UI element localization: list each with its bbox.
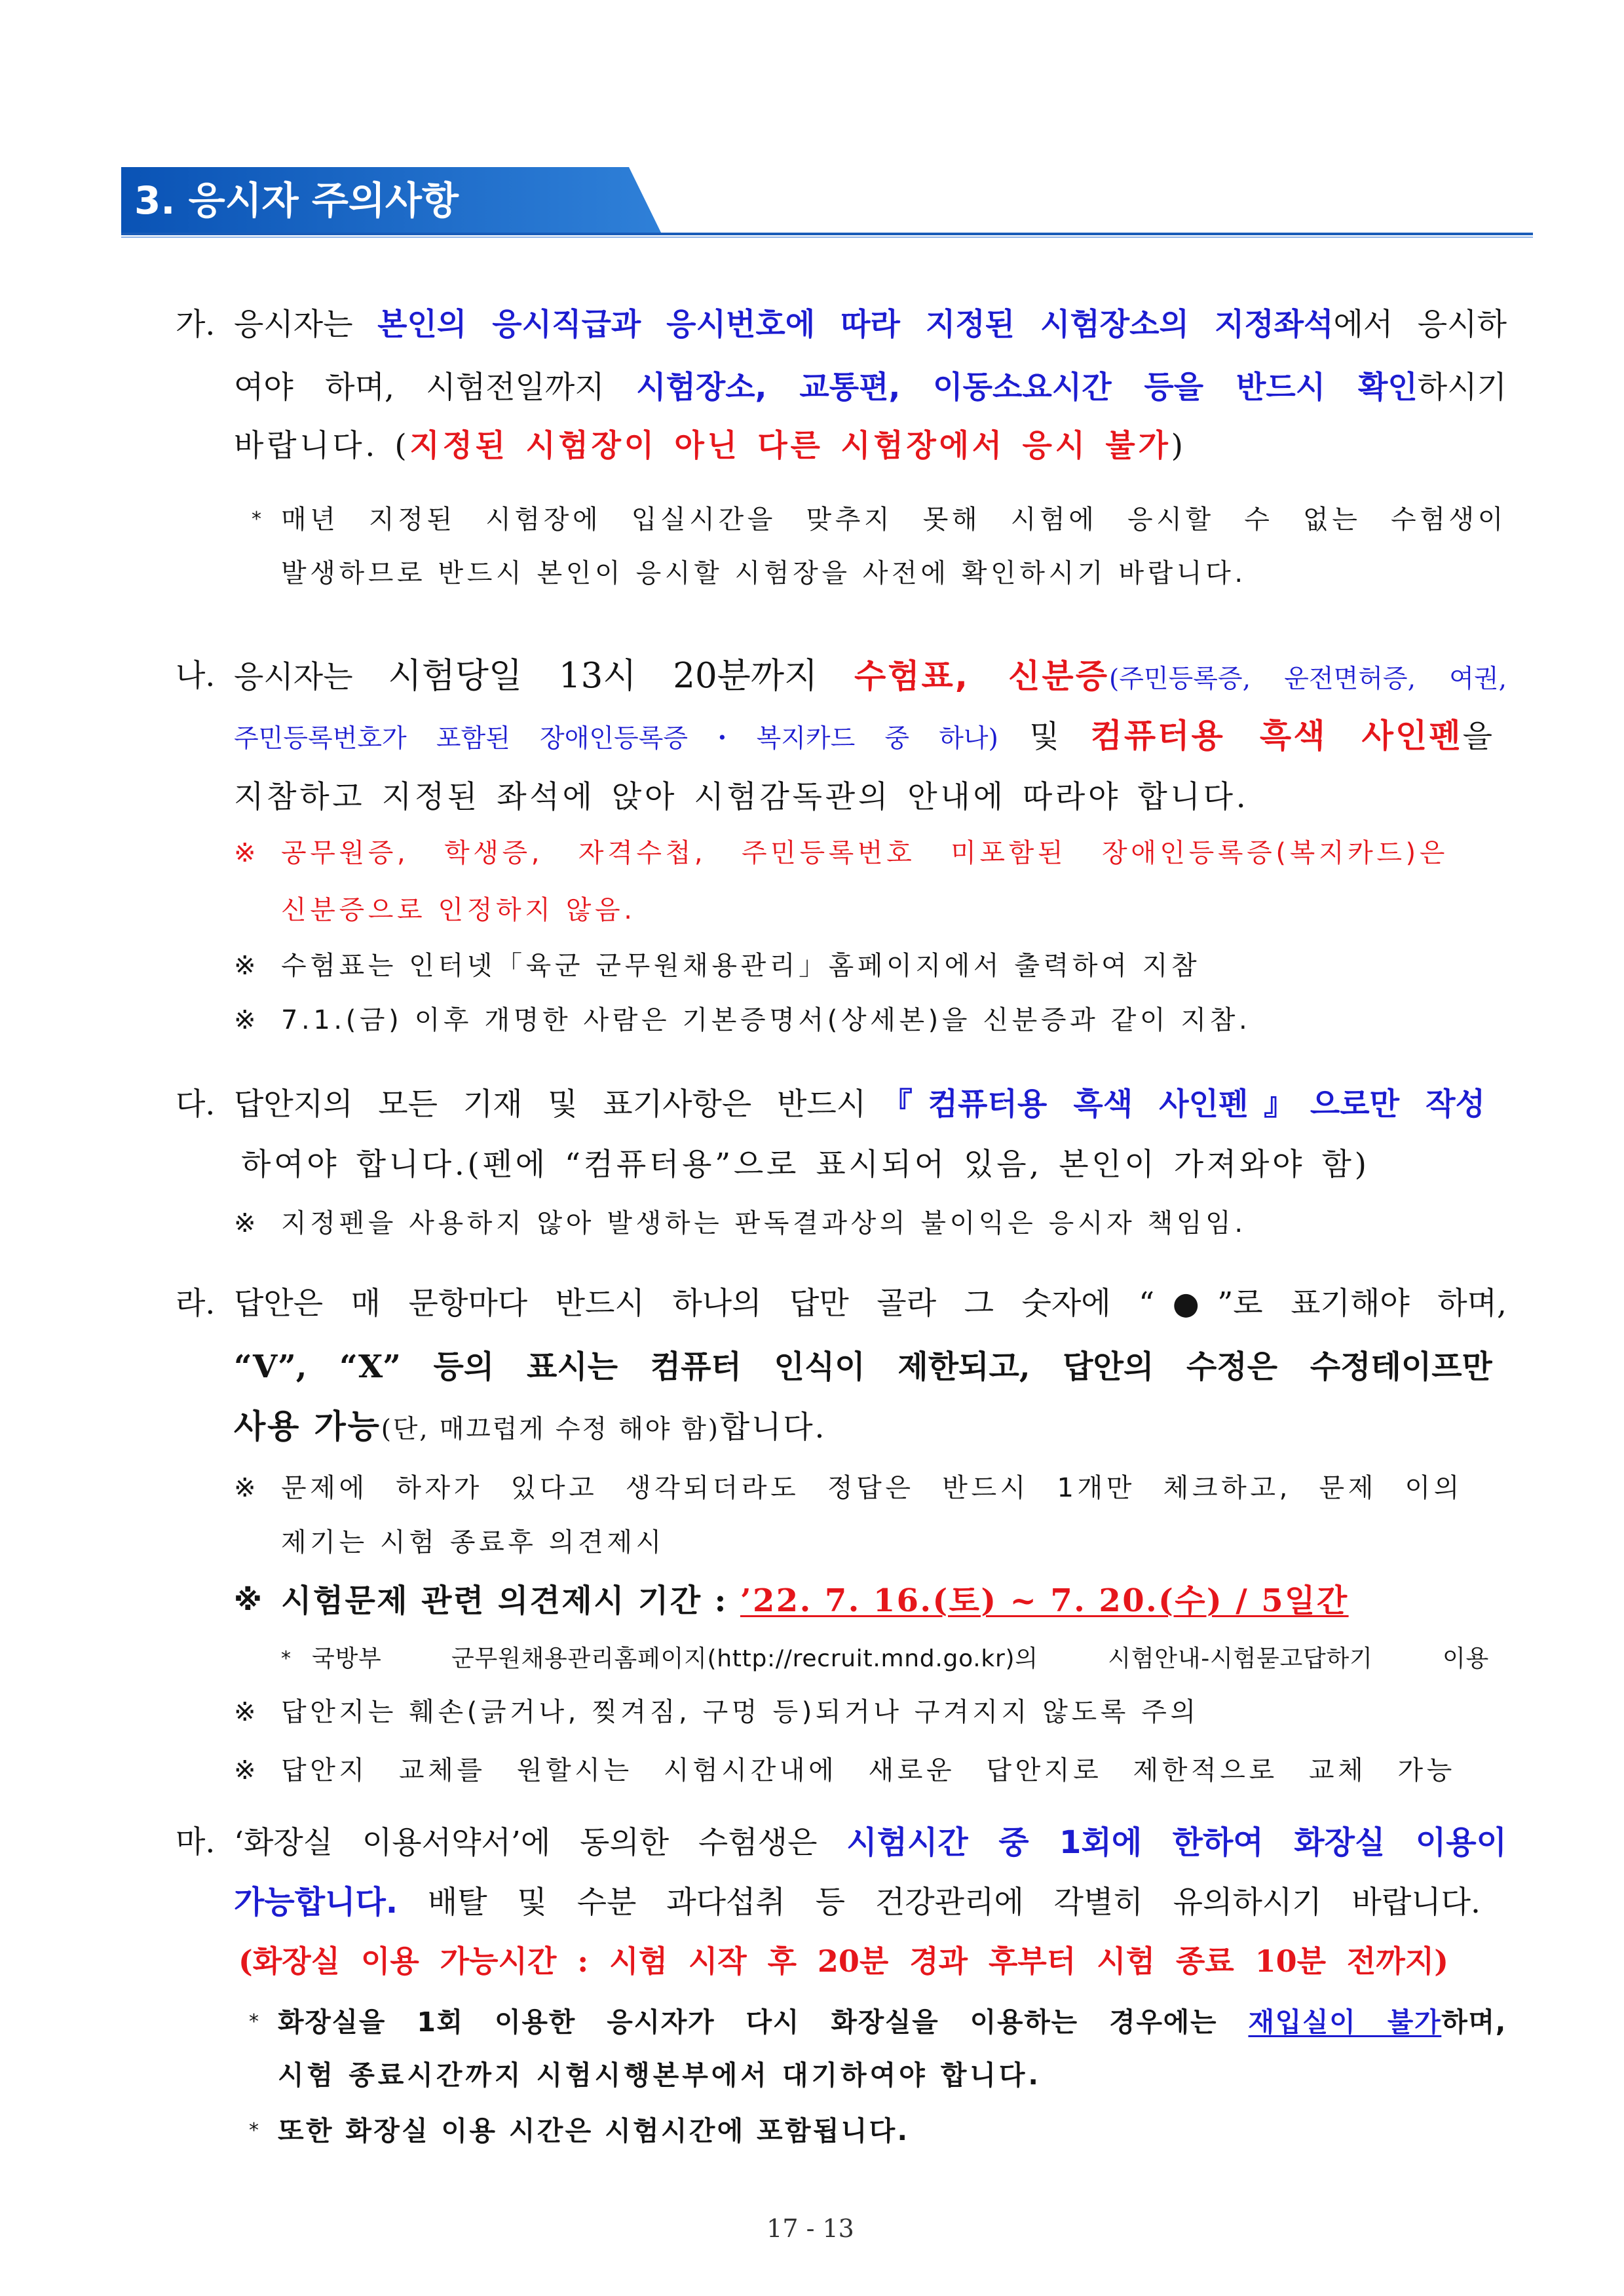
objection-period-dates: ’22. 7. 16.(토) ~ 7. 20.(수) / 5일간 <box>740 1582 1349 1619</box>
item-da-line-1-highlight: 『컴퓨터용 흑색 사인펜』으로만 작성 <box>866 1086 1485 1122</box>
item-ga-line-1 <box>234 303 1507 347</box>
note-reference-mark: ※ <box>234 1755 256 1786</box>
item-marker-da: 다. <box>176 1086 216 1122</box>
item-ga-line-2-highlight: 시험장소, 교통편, 이동소요시간 등을 반드시 확인 <box>636 370 1418 406</box>
banner-rule <box>121 233 1533 235</box>
item-ma-line-2-text: 배탈 및 수분 과다섭취 등 건강관리에 각별히 유의하시기 바랍니다. <box>398 1885 1481 1921</box>
item-ga-line-2-text: 여야 하며, 시험전일까지 <box>234 370 637 406</box>
item-ga-line-1-highlight: 본인의 응시직급과 응시번호에 따라 지정된 시험장소의 지정좌석 <box>377 307 1334 343</box>
item-na-note-1-line-2: 신분증으로 인정하지 않음. <box>281 895 636 925</box>
item-ga-line-3-text-end: ) <box>1171 428 1186 464</box>
item-da-line-1-text: 답안지의 모든 기재 및 표기사항은 반드시 <box>234 1086 867 1122</box>
item-ma-line-1-highlight: 시험시간 중 1회에 한하여 화장실 이용이 <box>846 1824 1507 1861</box>
item-na-note-2: 수험표는 인터넷「육군 군무원채용관리」홈페이지에서 출력하여 지참 <box>281 951 1201 981</box>
item-na-line-1 <box>234 655 1507 698</box>
item-na-note-1-line-1: 공무원증, 학생증, 자격수첩, 주민등록번호 미포함된 장애인등록증(복지카드)은 <box>281 838 1448 868</box>
item-marker-ra: 라. <box>176 1286 216 1322</box>
item-ma-note-1-text-end: 하며, <box>1441 2006 1507 2038</box>
note-reference-mark: ※ <box>234 1473 256 1503</box>
item-ga-line-3 <box>234 425 1507 468</box>
item-na-required-docs: 수험표, 신분증 <box>854 657 1110 695</box>
note-reference-mark: ※ <box>234 1208 256 1238</box>
item-marker-na: 나. <box>176 658 216 694</box>
item-ma-line-1 <box>234 1821 1507 1864</box>
item-ga-line-1-text-end: 에서 응시하 <box>1333 307 1507 343</box>
objection-period-label: 시험문제 관련 의견제시 기간 : <box>281 1582 740 1619</box>
banner-rule-light <box>121 237 1533 238</box>
item-na-line-1-text: 응시자는 <box>234 659 388 695</box>
item-ma-line-2-highlight: 가능합니다. <box>234 1884 398 1921</box>
item-da-note-1: 지정펜을 사용하지 않아 발생하는 판독결과상의 불이익은 응시자 책임임. <box>281 1208 1247 1238</box>
note-asterisk-mark: * <box>249 2119 259 2142</box>
item-ra-objection-period <box>281 1579 1500 1622</box>
note-reference-mark: ※ <box>234 838 256 868</box>
item-marker-ma: 마. <box>176 1824 216 1860</box>
item-ra-line-3-aside: (단, 매끄럽게 수정 해야 함) <box>381 1415 720 1444</box>
item-ra-objection-channel: 국방부 군무원채용관리홈페이지(http://recruit.mnd.go.kr)의 시험안내-시험묻고답하기 이용 <box>312 1645 1489 1672</box>
item-ga-line-2-text-end: 하시기 <box>1417 370 1507 406</box>
item-ra-line-2: “V”, “X” 등의 표시는 컴퓨터 인식이 제한되고, 답안의 수정은 수정테이프만 <box>234 1349 1492 1385</box>
item-ga-line-3-text: 바랍니다. ( <box>234 428 410 464</box>
item-ra-line-3 <box>234 1405 1507 1448</box>
item-da-line-2: 하여야 합니다.(펜에 “컴퓨터용”으로 표시되어 있음, 본인이 가져와야 함) <box>241 1147 1370 1183</box>
item-ra-note-1-line-2: 제기는 시험 종료후 의견제시 <box>281 1527 665 1558</box>
item-ma-note-1-line-1 <box>278 2000 1507 2044</box>
item-na-note-3: 7.1.(금) 이후 개명한 사람은 기본증명서(상세본)을 신분증과 같이 지참. <box>281 1005 1251 1035</box>
item-ma-note-1-line-2: 시험 종료시간까지 시험시행본부에서 대기하여야 합니다. <box>278 2059 1042 2091</box>
note-reference-mark: ※ <box>234 1697 256 1727</box>
item-ra-note-1-line-1: 문제에 하자가 있다고 생각되더라도 정답은 반드시 1개만 체크하고, 문제 이의 <box>281 1473 1463 1503</box>
item-ma-line-2 <box>234 1881 1481 1924</box>
item-ga-line-2 <box>234 366 1507 410</box>
note-reference-mark: ※ <box>234 1005 256 1035</box>
item-ra-note-4: 답안지 교체를 원할시는 시험시간내에 새로운 답안지로 제한적으로 교체 가능 <box>281 1755 1456 1786</box>
item-marker-ga: 가. <box>176 307 216 343</box>
item-ma-line-1-text: ‘화장실 이용서약서’에 동의한 수험생은 <box>234 1825 847 1861</box>
item-ra-note-3: 답안지는 훼손(긁거나, 찢겨짐, 구멍 등)되거나 구겨지지 않도록 주의 <box>281 1697 1199 1727</box>
item-ma-note-2: 또한 화장실 이용 시간은 시험시간에 포함됩니다. <box>278 2115 910 2147</box>
note-asterisk-mark: * <box>252 508 261 531</box>
item-ma-restroom-hours: (화장실 이용 가능시간 : 시험 시작 후 20분 경과 후부터 시험 종료 10분 전까지) <box>238 1943 1448 1979</box>
note-reference-mark: ※ <box>234 1584 262 1617</box>
item-ga-line-1-text: 응시자는 <box>234 307 378 343</box>
item-da-line-1 <box>234 1083 1485 1126</box>
item-ra-line-1: 답안은 매 문항마다 반드시 하나의 답만 골라 그 숫자에 “●”로 표기해야 하며, <box>234 1286 1507 1322</box>
item-ga-note-line-1: 매년 지정된 시험장에 입실시간을 맞추지 못해 시험에 응시할 수 없는 수험생이 <box>281 505 1507 535</box>
item-na-id-list: (주민등록증, 운전면허증, 여권, <box>1109 664 1507 694</box>
item-na-sign-pen: 컴퓨터용 흑색 사인펜 <box>1090 717 1463 755</box>
note-asterisk-mark: * <box>249 2010 259 2033</box>
item-na-line-2-text: 및 <box>998 719 1091 755</box>
item-ma-note-1-highlight: 재입실이 불가 <box>1248 2006 1442 2038</box>
item-na-id-list-cont: 주민등록번호가 포함된 장애인등록증・복지카드 중 하나) <box>234 724 998 754</box>
item-ra-line-3-text-end: 합니다. <box>719 1409 827 1445</box>
item-ga-note-line-2: 발생하므로 반드시 본인이 응시할 시험장을 사전에 확인하시기 바랍니다. <box>281 558 1247 588</box>
item-na-line-3: 지참하고 지정된 좌석에 앉아 시험감독관의 안내에 따라야 합니다. <box>234 779 1249 815</box>
item-na-deadline: 시험당일 13시 20분까지 <box>388 656 854 696</box>
item-na-line-2 <box>234 714 1492 757</box>
item-na-line-2-text-end: 을 <box>1462 719 1492 755</box>
item-ga-line-3-warning: 지정된 시험장이 아닌 다른 시험장에서 응시 불가 <box>409 428 1171 464</box>
section-title: 3. 응시자 주의사항 <box>134 178 459 223</box>
note-reference-mark: ※ <box>234 951 256 981</box>
note-asterisk-mark: * <box>281 1647 291 1670</box>
item-ra-line-3-bold: 사용 가능 <box>234 1407 381 1445</box>
page-number: 17 - 13 <box>766 2214 854 2243</box>
item-ma-note-1-text: 화장실을 1회 이용한 응시자가 다시 화장실을 이용하는 경우에는 <box>278 2006 1249 2038</box>
